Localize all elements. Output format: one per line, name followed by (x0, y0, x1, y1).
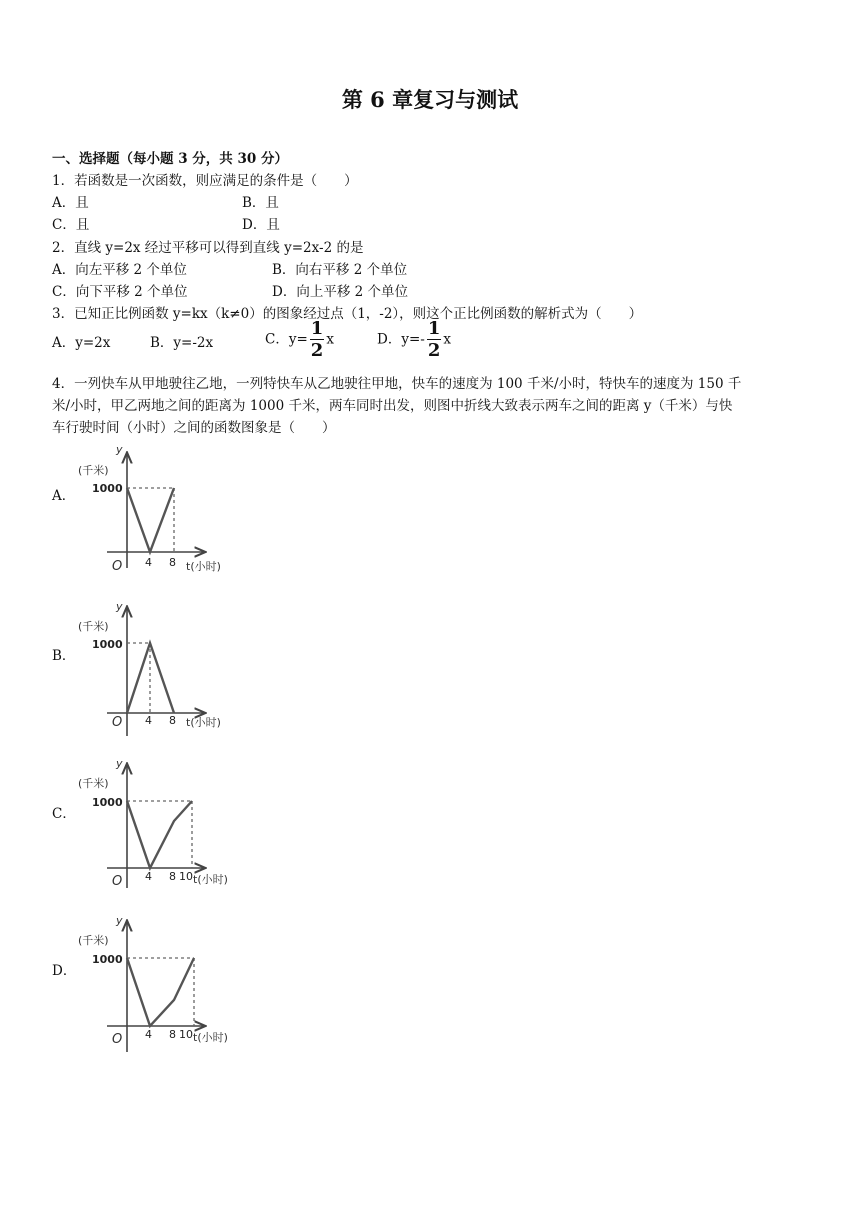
q1-option-c: C．且 (52, 217, 90, 233)
q4-stem-line2: 米/小时，甲乙两地之间的距离为 1000 千米，两车同时出发，则图中折线大致表示两车之间的距离 y（千米）与快 (52, 398, 733, 414)
y-axis-label: y (116, 757, 123, 770)
graph-option-d (72, 912, 242, 1057)
graph-option-c (72, 755, 242, 900)
q3-option-c (265, 320, 334, 360)
x-tick-label: 8 (169, 1028, 176, 1041)
q4-stem-line1: 4．一列快车从甲地驶往乙地，一列特快车从乙地驶往甲地，快车的速度为 100 千米/小时，特快车的速度为 150 千 (52, 376, 742, 392)
y-tick-label: 1000 (92, 638, 123, 651)
fraction-one-half (310, 320, 325, 360)
y-tick-label: 1000 (92, 482, 123, 495)
x-axis-label: t(小时) (193, 1031, 228, 1044)
y-unit-label: (千米) (78, 934, 109, 947)
fraction-numerator: 1 (310, 318, 324, 339)
q1-stem: 1．若函数是一次函数，则应满足的条件是（ ） (52, 173, 358, 189)
q3-option-d-prefix: D．y=- (377, 331, 425, 348)
x-tick-label: 8 (169, 870, 176, 883)
graph-polyline (127, 958, 194, 1026)
q2-option-a: A．向左平移 2 个单位 (52, 262, 187, 278)
x-tick-label: 4 (145, 556, 152, 569)
graph-polyline (127, 643, 174, 713)
graph-polyline (127, 488, 174, 552)
x-tick-label: 8 (169, 556, 176, 569)
fraction-denominator: 2 (310, 340, 324, 361)
q4-option-d-label: D． (52, 963, 77, 979)
q4-option-b-label: B． (52, 648, 76, 664)
y-unit-label: (千米) (78, 777, 109, 790)
q3-option-a: A．y=2x (52, 335, 111, 351)
origin-label: O (112, 1032, 123, 1047)
q3-option-c-prefix: C．y= (265, 331, 308, 348)
fraction-one-half (427, 320, 442, 360)
q3-option-d (377, 320, 451, 360)
x-tick-label: 4 (145, 714, 152, 727)
y-tick-label: 1000 (92, 796, 123, 809)
q3-option-d-suffix: x (443, 331, 451, 348)
q3-stem: 3．已知正比例函数 y=kx（k≠0）的图象经过点（1，-2），则这个正比例函数的解析式为（ ） (52, 306, 643, 322)
graph-option-b (72, 598, 242, 743)
q3-option-c-suffix: x (326, 331, 334, 348)
q4-option-a-label: A． (52, 488, 76, 504)
origin-label: O (112, 559, 123, 574)
q4-stem-line3: 车行驶时间（小时）之间的函数图象是（ ） (52, 420, 336, 436)
page-title: 第 6 章复习与测试 (341, 87, 519, 112)
x-tick-label: 4 (145, 870, 152, 883)
x-axis-label: t(小时) (193, 873, 228, 886)
y-axis-label: y (116, 443, 123, 456)
q2-stem: 2．直线 y=2x 经过平移可以得到直线 y=2x-2 的是 (52, 240, 364, 256)
q1-option-d: D．且 (242, 217, 280, 233)
q2-option-b: B．向右平移 2 个单位 (272, 262, 408, 278)
y-unit-label: (千米) (78, 464, 109, 477)
y-unit-label: (千米) (78, 620, 109, 633)
y-axis-label: y (116, 914, 123, 927)
fraction-numerator: 1 (427, 318, 441, 339)
q1-option-a: A．且 (52, 195, 89, 211)
graph-polyline (127, 801, 192, 868)
q1-option-b: B．且 (242, 195, 279, 211)
x-tick-label: 8 (169, 714, 176, 727)
x-axis-label: t(小时) (186, 560, 221, 573)
x-tick-label: 10 (179, 1028, 193, 1041)
origin-label: O (112, 715, 123, 730)
q4-option-c-label: C． (52, 806, 76, 822)
q2-option-c: C．向下平移 2 个单位 (52, 284, 188, 300)
y-tick-label: 1000 (92, 953, 123, 966)
graph-option-a (72, 440, 242, 585)
q3-option-b: B．y=-2x (150, 335, 214, 351)
x-tick-label: 4 (145, 1028, 152, 1041)
section-heading: 一、选择题（每小题 3 分，共 30 分） (52, 151, 288, 167)
x-axis-label: t(小时) (186, 716, 221, 729)
y-axis-label: y (116, 600, 123, 613)
origin-label: O (112, 874, 123, 889)
x-tick-label: 10 (179, 870, 193, 883)
q2-option-d: D．向上平移 2 个单位 (272, 284, 408, 300)
fraction-denominator: 2 (427, 340, 441, 361)
